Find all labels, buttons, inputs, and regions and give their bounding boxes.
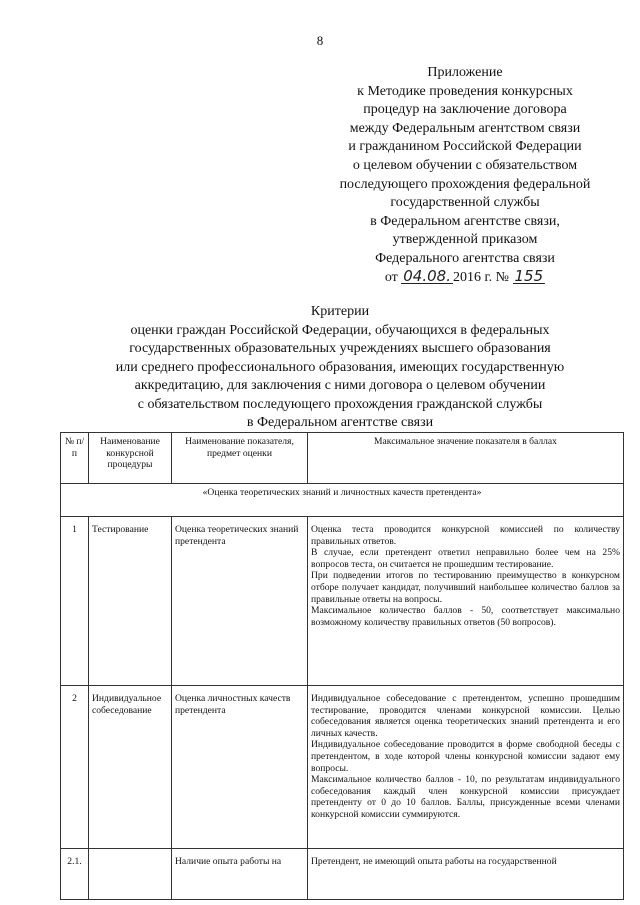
table-row: [61, 849, 624, 900]
row-procedure: Индивидуальное собеседование: [89, 686, 172, 849]
header-procedure: Наименование конкурсной процедуры: [89, 433, 172, 484]
criteria-line: оценки граждан Российской Федерации, обучающихся в федеральных: [130, 322, 550, 338]
appendix-line: Приложение: [427, 65, 503, 80]
appendix-line: процедур на заключение договора: [363, 102, 567, 118]
description-paragraph: Максимальное количество баллов - 50, соответствует максимально возможному количеству правильных ответов (50 вопросов).: [311, 605, 620, 628]
order-prefix: от: [384, 269, 398, 285]
appendix-line: о целевом обучении с обязательством: [352, 157, 578, 173]
description-paragraph: Индивидуальное собеседование с претендентом, успешно прошедшим тестирование, проводится членами конкурсной комиссии. Целью собеседования является оценка теоретических знаний претендента и его личных качеств.: [311, 693, 620, 739]
row-procedure: [89, 849, 172, 900]
section-title: «Оценка теоретических знаний и личностных качеств претендента»: [61, 484, 624, 517]
row-num: 1: [61, 517, 89, 686]
row-indicator: Наличие опыта работы на: [172, 849, 308, 900]
row-indicator: Оценка теоретических знаний претендента: [172, 517, 308, 686]
row-description: [308, 517, 624, 686]
row-num: 2: [61, 686, 89, 849]
appendix-line: в Федеральном агентстве связи,: [370, 213, 560, 229]
header-indicator: Наименование показателя, предмет оценки: [172, 433, 308, 484]
criteria-heading: [60, 303, 620, 433]
description-paragraph: Максимальное количество баллов - 10, по результатам индивидуального собеседования каждый член конкурсной комиссии присуждает претенденту от 0 до 10 баллов. Баллы, присужденные всеми членами конкурсной комиссии суммируются.: [311, 774, 620, 820]
table-row: [61, 686, 624, 849]
appendix-line: и гражданином Российской Федерации: [348, 139, 582, 155]
description-paragraph: В случае, если претендент ответил неправильно более чем на 25% вопросов теста, он считается не прошедшим тестирование.: [311, 547, 620, 570]
appendix-line: Федерального агентства связи: [375, 250, 555, 266]
description-paragraph: Индивидуальное собеседование проводится в форме свободной беседы с претендентом, в ходе которой члены конкурсной комиссии задают ему вопросы.: [311, 739, 620, 774]
row-num: 2.1.: [61, 849, 89, 900]
appendix-line: к Методике проведения конкурсных: [357, 83, 573, 99]
row-indicator: Оценка личностных качеств претендента: [172, 686, 308, 849]
header-num: № п/п: [61, 433, 89, 484]
table-row: [61, 517, 624, 686]
appendix-line: между Федеральным агентством связи: [349, 120, 581, 136]
order-line: [320, 266, 610, 288]
row-description: [308, 849, 624, 900]
header-max-score: Максимальное значение показателя в баллах: [308, 433, 624, 484]
row-description: [308, 686, 624, 849]
appendix-header: [320, 64, 610, 287]
criteria-table: [60, 432, 624, 900]
appendix-line: утвержденной приказом: [392, 232, 538, 248]
criteria-line: в Федеральном агентстве связи: [246, 415, 434, 430]
appendix-line: последующего прохождения федеральной: [339, 176, 591, 192]
criteria-line: аккредитацию, для заключения с ними договора о целевом обучении: [134, 378, 546, 393]
description-paragraph: При подведении итогов по тестированию преимущество в конкурсном отборе получает кандидат, получивший наибольшее количество баллов за правильные ответы на вопросы.: [311, 570, 620, 605]
criteria-line: государственных образовательных учреждениях высшего образования: [129, 341, 551, 356]
order-year: 2016 г. №: [452, 269, 510, 285]
criteria-line: с обязательством последующего прохождения гражданской службы: [137, 396, 543, 412]
criteria-title: Критерии: [310, 304, 370, 319]
description-paragraph: Претендент, не имеющий опыта работы на государственной: [311, 856, 557, 867]
page-number: 8: [316, 33, 324, 48]
order-number-handwritten: 155: [514, 266, 544, 285]
order-date-handwritten: 04.08.: [403, 266, 451, 285]
appendix-line: государственной службы: [390, 195, 540, 211]
section-row: [61, 484, 624, 517]
criteria-line: или среднего профессионального образования, имеющих государственную: [115, 359, 565, 375]
description-paragraph: Оценка теста проводится конкурсной комиссией по количеству правильных ответов.: [311, 524, 620, 547]
table-header-row: [61, 433, 624, 484]
row-procedure: Тестирование: [89, 517, 172, 686]
